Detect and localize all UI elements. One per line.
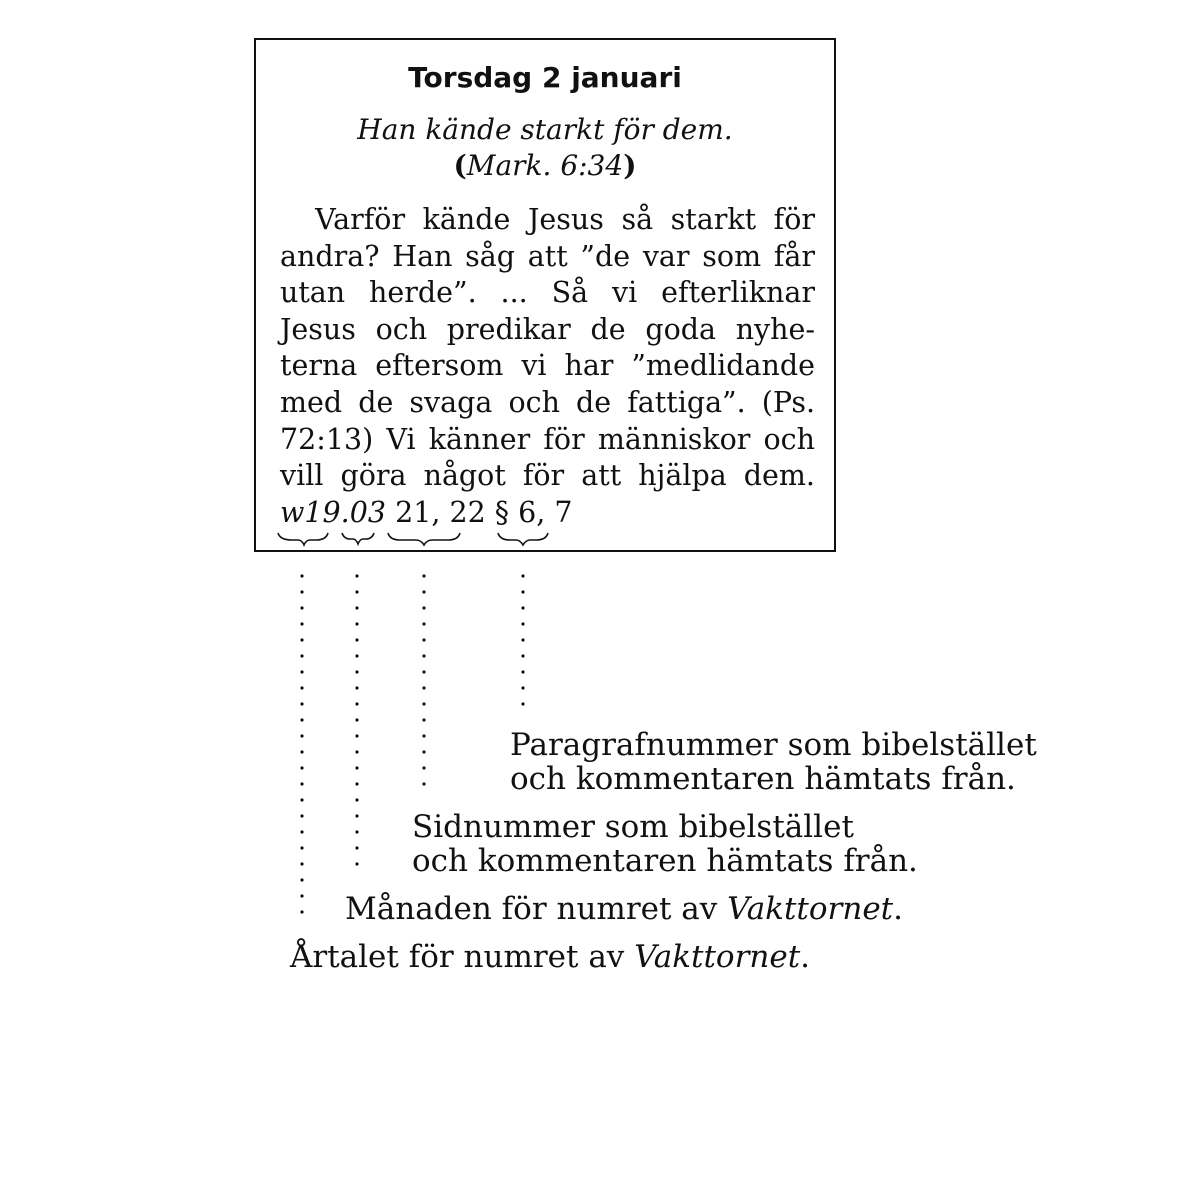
comment-line: terna eftersom vi har ”medlidande xyxy=(280,349,815,383)
theme-verse-reference: (Mark. 6:34) xyxy=(453,149,637,182)
label-issue-year: Årtalet för numret av Vakttornet. xyxy=(290,939,811,975)
comment-line: vill göra något för att hjälpa dem. xyxy=(280,459,815,493)
source-reference xyxy=(280,495,572,531)
ref-pages: 21, 22 xyxy=(395,496,486,529)
card-date: Torsdag 2 januari xyxy=(408,61,682,94)
comment-line: med de svaga och de fattiga”. (Ps. xyxy=(280,385,815,419)
label-issue-month: Månaden för numret av Vakttornet. xyxy=(345,891,903,927)
card-theme-verse xyxy=(256,112,834,184)
comment-line: 72:13) Vi känner för människor och xyxy=(280,422,815,456)
comment-line: andra? Han såg att ”de var som får xyxy=(280,239,815,273)
ref-section-sign: § xyxy=(494,496,510,529)
daily-text-card xyxy=(254,38,836,552)
ref-month: 03 xyxy=(349,496,386,529)
comment-line: Varför kände Jesus så starkt för xyxy=(280,203,815,236)
label-page-number: Sidnummer som bibelstället och kommentaren hämtats från. xyxy=(412,809,918,879)
label-paragraph-number: Paragrafnummer som bibelstället och kommentaren hämtats från. xyxy=(510,727,1037,797)
card-comment-text xyxy=(280,202,815,495)
theme-verse-text: Han kände starkt för dem. xyxy=(357,113,733,146)
ref-paragraphs: 6, 7 xyxy=(518,496,573,529)
ref-dot: . xyxy=(340,496,350,529)
comment-line: Jesus och predikar de goda nyhe- xyxy=(280,312,815,346)
ref-year: w19 xyxy=(280,496,341,529)
comment-line: utan herde”. ... Så vi efterliknar xyxy=(280,276,815,310)
